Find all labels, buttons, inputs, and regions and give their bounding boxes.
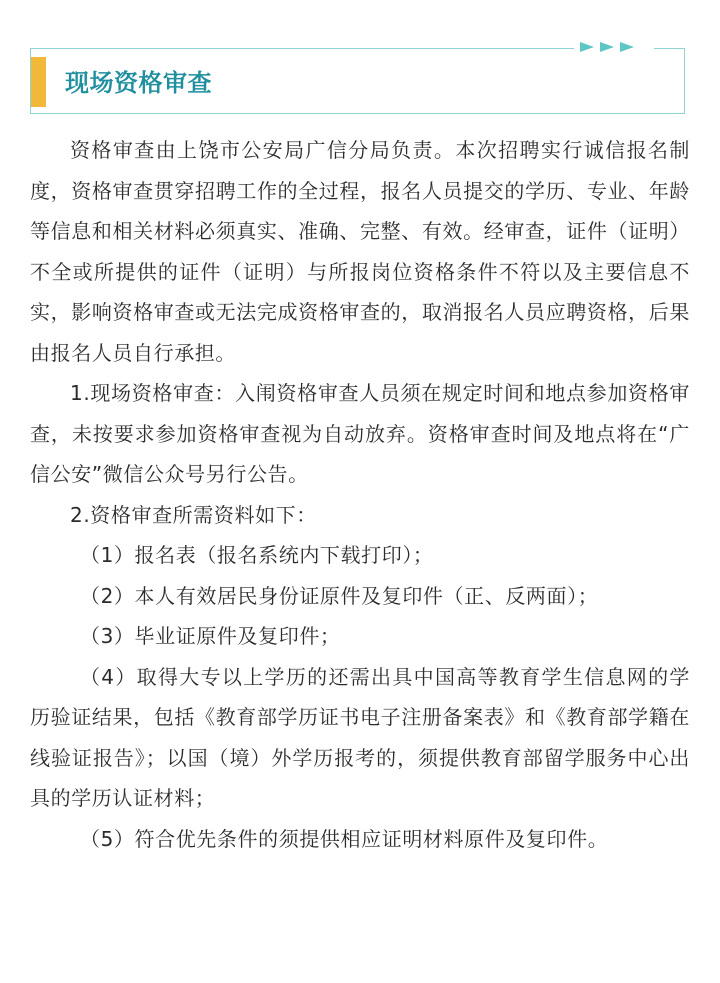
paragraph-item-1: 1.现场资格审查：入闱资格审查人员须在规定时间和地点参加资格审查，未按要求参加资格审查视为自动放弃。资格审查时间及地点将在“广信公安”微信公众号另行公告。 — [30, 381, 690, 486]
paragraph-intro: 资格审查由上饶市公安局广信分局负责。本次招聘实行诚信报名制度，资格审查贯穿招聘工作的全过程，报名人员提交的学历、专业、年龄等信息和相关材料必须真实、准确、完整、有效。经审查，证件（证明）不全或所提供的证件（证明）与所报岗位资格条件不符以及主要信息不实，影响资格审查或无法完成资格审查的，取消报名人员应聘资格，后果由报名人员自行承担。 — [30, 138, 690, 365]
triangle-icon — [620, 42, 634, 52]
section-header — [30, 48, 685, 114]
list-item: （2）本人有效居民身份证原件及复印件（正、反两面）； — [80, 583, 599, 608]
triangle-icon — [600, 42, 614, 52]
list-item: （4）取得大专以上学历的还需出具中国高等教育学生信息网的学历验证结果，包括《教育部学历证书电子注册备案表》和《教育部学籍在线验证报告》；以国（境）外学历报考的，须提供教育部留学服务中心出具的学历认证材料； — [30, 664, 690, 810]
list-item: （5）符合优先条件的须提供相应证明材料原件及复印件。 — [80, 826, 609, 851]
header-accent-bar — [31, 57, 46, 107]
section-title: 现场资格审查 — [65, 69, 212, 97]
list-item: （1）报名表（报名系统内下载打印）； — [80, 543, 434, 567]
list-item: （3）毕业证原件及复印件； — [80, 624, 341, 648]
triangle-arrows-icon — [574, 40, 654, 54]
paragraph-item-2: 2.资格审查所需资料如下： — [70, 502, 317, 527]
triangle-icon — [580, 42, 594, 52]
article-body — [30, 130, 690, 859]
